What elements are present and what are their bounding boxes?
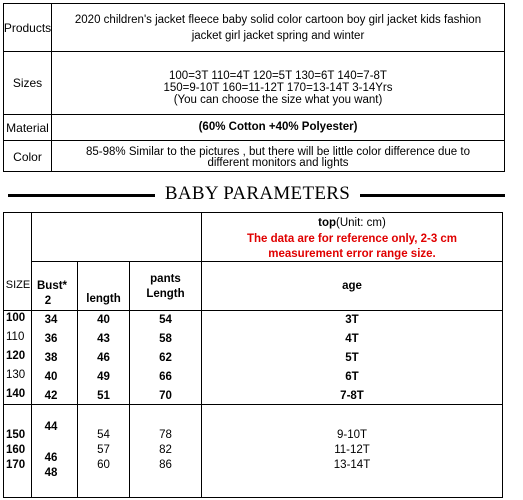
cell-pants: 66	[159, 371, 172, 383]
cell-pants: 58	[159, 333, 172, 345]
cell-age: 3T	[345, 314, 359, 326]
sizes-line-2: 150=9-10T 160=11-12T 170=13-14T 3-14Yrs	[163, 81, 393, 94]
header-length: length	[86, 293, 121, 305]
header-age: age	[342, 280, 362, 292]
cell-pants: 70	[159, 390, 172, 402]
material-value: (60% Cotton +40% Polyester)	[198, 121, 358, 133]
cell-age: 7-8T	[340, 390, 364, 402]
cell-size: 100	[6, 312, 26, 324]
header-pants: pants	[150, 273, 181, 285]
cell-length: 43	[97, 333, 110, 345]
cell-bust: 34	[44, 314, 58, 326]
cell-size: 170	[6, 459, 26, 471]
note-line-1: The data are for reference only, 2-3 cm	[246, 233, 458, 245]
cell-length: 54	[97, 429, 110, 441]
color-line-2: different monitors and lights	[207, 157, 349, 169]
cell-length: 57	[97, 444, 110, 456]
cell-age: 9-10T	[336, 429, 368, 441]
cell-bust: 40	[44, 371, 58, 383]
header-bust: Bust*	[36, 280, 68, 292]
note-line-2: measurement error range size.	[268, 248, 436, 260]
top-label: top	[318, 217, 337, 229]
cell-age: 6T	[345, 371, 359, 383]
sizes-line-3: (You can choose the size what you want)	[173, 94, 383, 107]
cell-bust: 44	[44, 421, 58, 433]
sizes-label: Sizes	[12, 76, 43, 90]
color-line-1: 85-98% Similar to the pictures , but there will be little color difference due to	[86, 145, 470, 158]
sizes-line-1: 100=3T 110=4T 120=5T 130=6T 140=7-8T	[169, 69, 387, 82]
cell-length: 51	[97, 390, 110, 402]
products-label: Products	[3, 20, 52, 35]
cell-pants: 78	[159, 429, 172, 441]
cell-bust: 38	[44, 352, 58, 364]
cell-size: 140	[6, 388, 26, 400]
cell-length: 49	[97, 371, 110, 383]
cell-length: 40	[97, 314, 110, 326]
cell-age: 5T	[345, 352, 359, 364]
cell-size: 130	[6, 369, 26, 381]
top-header	[202, 217, 502, 229]
cell-bust: 42	[44, 390, 58, 402]
material-label: Material	[6, 120, 49, 135]
sizes-value	[52, 68, 504, 108]
baby-parameters-banner	[8, 183, 505, 207]
cell-size: 120	[6, 350, 26, 362]
products-value	[52, 10, 504, 46]
cell-pants: 62	[159, 352, 172, 364]
header-bust-factor: 2	[44, 295, 52, 307]
cell-age: 13-14T	[333, 459, 371, 471]
cell-bust: 48	[44, 467, 58, 479]
top-unit: (Unit: cm)	[336, 217, 386, 229]
banner-rule-left	[8, 194, 155, 197]
cell-pants: 82	[159, 444, 172, 456]
color-value	[52, 144, 504, 172]
header-pants-length: Length	[146, 288, 185, 300]
cell-size: 160	[6, 444, 26, 456]
cell-size: 150	[6, 429, 26, 441]
cell-bust: 36	[44, 333, 58, 345]
size-parameter-table	[3, 212, 503, 498]
color-label: Color	[13, 149, 42, 164]
cell-pants: 54	[159, 314, 172, 326]
cell-size: 110	[6, 331, 25, 343]
banner-rule-right	[360, 194, 505, 197]
cell-bust: 46	[44, 452, 58, 464]
products-line-2: jacket girl jacket spring and winter	[191, 29, 365, 42]
cell-pants: 86	[159, 459, 172, 471]
product-info-table	[3, 3, 505, 172]
products-line-1: 2020 children's jacket fleece baby solid color cartoon boy girl jacket kids fashion	[74, 13, 482, 26]
cell-length: 46	[97, 352, 110, 364]
cell-length: 60	[97, 459, 110, 471]
header-size: SIZE	[5, 279, 31, 291]
cell-age: 4T	[345, 333, 359, 345]
cell-age: 11-12T	[334, 444, 370, 456]
banner-title: BABY PARAMETERS	[164, 183, 351, 204]
